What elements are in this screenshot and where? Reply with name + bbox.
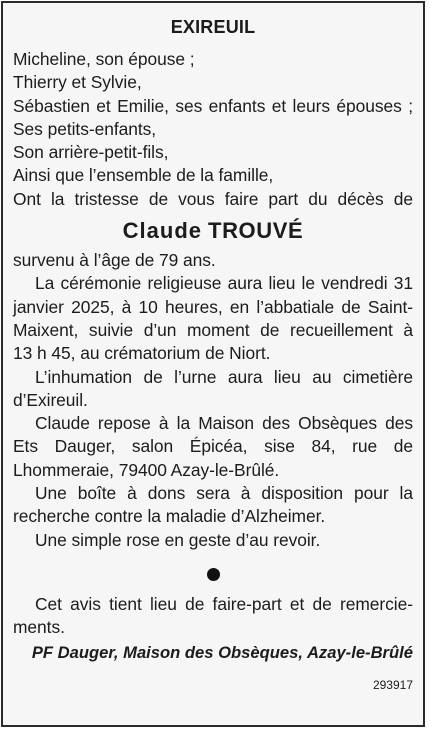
ceremony-line: janvier 2025, à 10 heures, en l’abbatiale de Saint-	[13, 296, 413, 317]
rest-place-line: Claude repose à la Maison des Obsèques des	[35, 413, 413, 434]
burial-line: L’inhumation de l’urne aura lieu au cimetière	[35, 366, 413, 387]
family-line: Ainsi que l’ensemble de la famille,	[13, 165, 274, 186]
ceremony-line: 13 h 45, au crématorium de Niort.	[13, 343, 271, 364]
closing-line: ments.	[13, 617, 65, 638]
family-line: Ses petits-enfants,	[13, 118, 157, 139]
reference-number: 293917	[372, 677, 413, 692]
deceased-name	[13, 217, 413, 245]
rose-line: Une simple rose en geste d’au revoir.	[35, 529, 321, 550]
family-line: Micheline, son épouse ;	[13, 49, 195, 69]
obituary-notice	[1, 1, 425, 727]
place-heading: EXIREUIL	[170, 17, 256, 37]
bullet-separator-icon	[207, 568, 220, 581]
rest-place-line: Ets Dauger, salon Épicéa, sise 84, rue de	[13, 436, 413, 457]
family-list	[13, 48, 413, 211]
family-line: Son arrière-petit-fils,	[13, 142, 169, 163]
family-line: Thierry et Sylvie,	[13, 72, 142, 93]
burial-line: d’Exireuil.	[13, 389, 88, 410]
family-line: Sébastien et Emilie, ses enfants et leurs épouses ;	[13, 95, 413, 116]
donation-line: recherche contre la maladie d’Alzheimer.	[13, 506, 326, 527]
deceased-last-name: TROUVÉ	[208, 218, 304, 244]
donation-line: Une boîte à dons sera à disposition pour la	[35, 483, 413, 504]
deceased-first-name: Claude	[122, 218, 203, 244]
funeral-home-signature: PF Dauger, Maison des Obsèques, Azay-le-Brûlé	[31, 642, 413, 662]
rest-place-line: Lhommeraie, 79400 Azay-le-Brûlé.	[13, 459, 280, 480]
ceremony-line: Maixent, suivie d’un moment de recueillement à	[13, 319, 413, 340]
closing-line: Cet avis tient lieu de faire-part et de remercie-	[35, 593, 413, 614]
age-line: survenu à l’âge de 79 ans.	[13, 250, 216, 271]
family-line: Ont la tristesse de vous faire part du décès de	[13, 188, 413, 209]
notice-body	[3, 16, 423, 692]
ceremony-line: La cérémonie religieuse aura lieu le vendredi 31	[35, 273, 413, 294]
